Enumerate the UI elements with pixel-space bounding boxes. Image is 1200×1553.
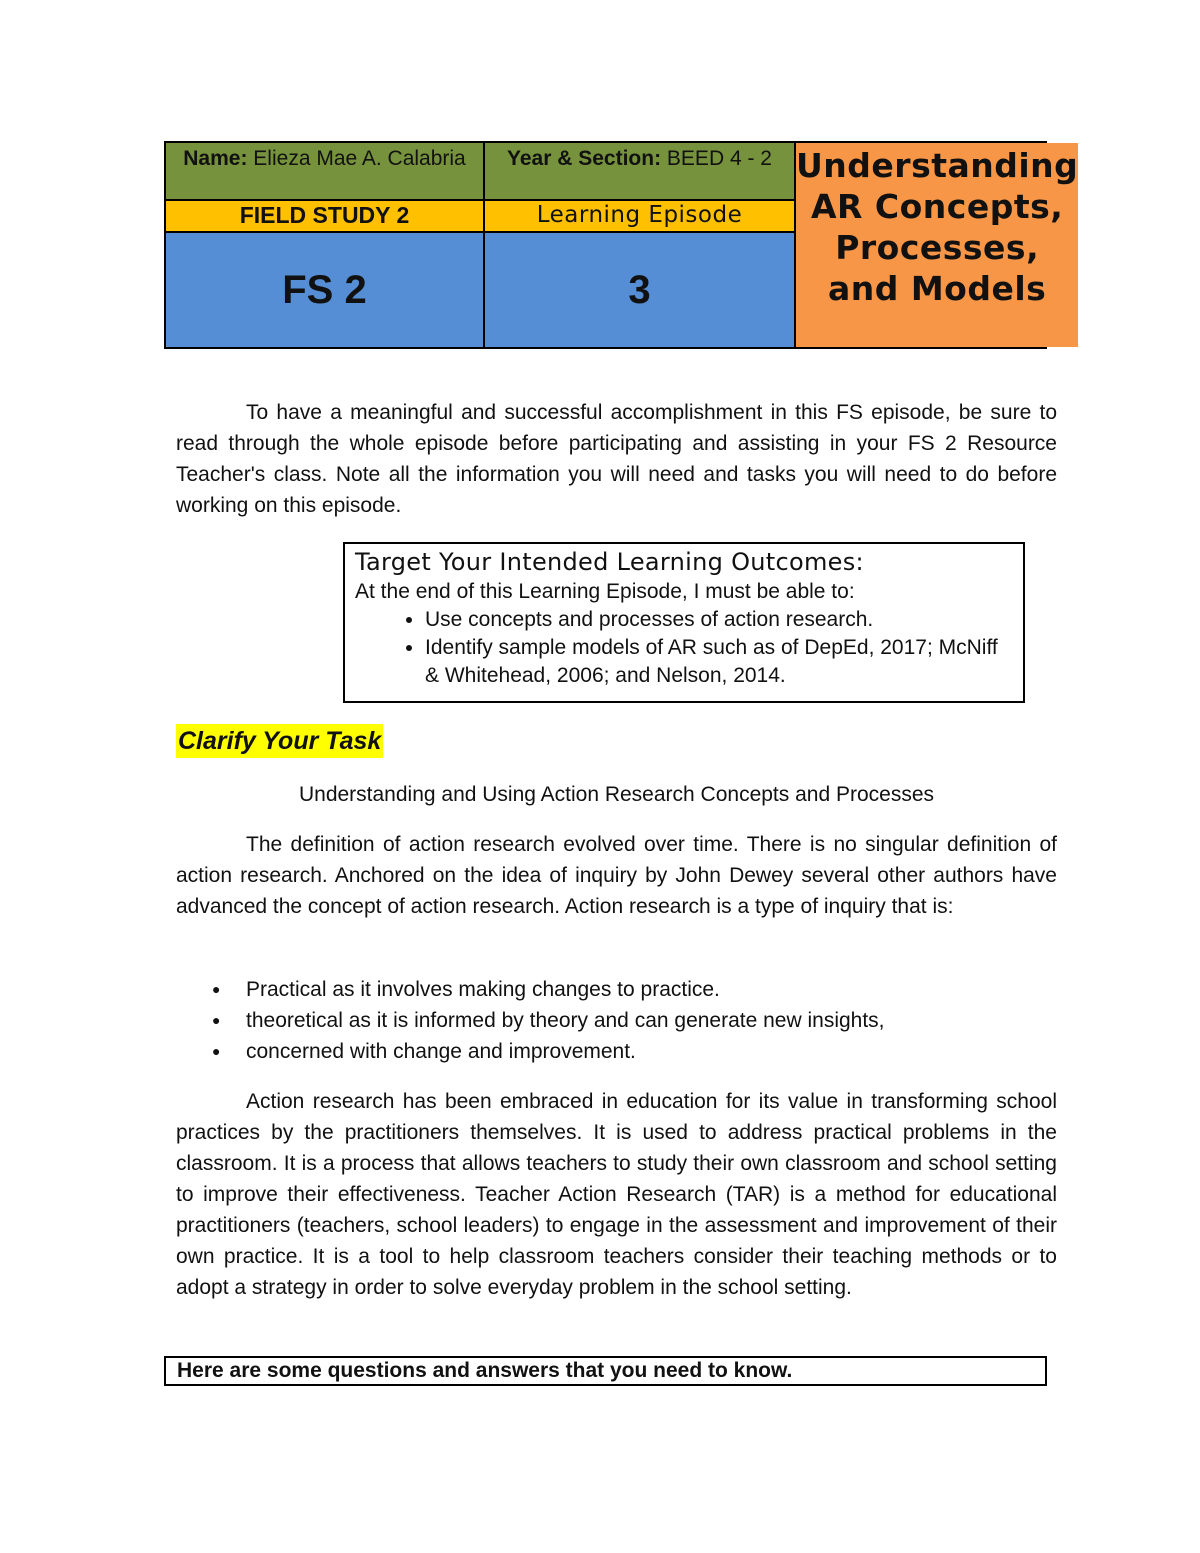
outcome-item: • Identify sample models of AR such as of DepEd, 2017; McNiff & Whitehead, 2006; and Nelson, 2014. bbox=[425, 634, 1013, 690]
outcomes-title: Target Your Intended Learning Outcomes: bbox=[355, 548, 864, 576]
trait-item: ● theoretical as it is informed by theory and can generate new insights, bbox=[176, 1005, 1057, 1036]
definition-paragraph: The definition of action research evolved over time. There is no singular definition of action research. Anchored on the idea of inquiry by John Dewey several other authors have advanced the concept of action research. Action research is a type of inquiry that is: bbox=[176, 833, 1057, 918]
clarify-subheading: Understanding and Using Action Research Concepts and Processes bbox=[298, 783, 935, 806]
episode-number: 3 bbox=[485, 231, 796, 347]
fs-code: FS 2 bbox=[166, 231, 485, 347]
trait-item: ● Practical as it involves making changes to practice. bbox=[176, 974, 1057, 1005]
name-value: Elieza Mae A. Calabria bbox=[253, 147, 466, 170]
intro-paragraph: To have a meaningful and successful accomplishment in this FS episode, be sure to read through the whole episode before participating and assisting in your FS 2 Resource Teacher's class. Note all the information you will need and tasks you will need to do before working on this episode. bbox=[176, 401, 1057, 517]
year-value: BEED 4 - 2 bbox=[666, 147, 772, 170]
outcomes-intro: At the end of this Learning Episode, I must be able to: bbox=[355, 580, 855, 603]
traits-list bbox=[176, 974, 1057, 1067]
outcomes-list bbox=[355, 606, 1013, 690]
field-study-label: FIELD STUDY 2 bbox=[166, 199, 485, 231]
learning-outcomes-box bbox=[343, 542, 1025, 703]
year-label: Year & Section: bbox=[507, 147, 662, 170]
trait-item: ● concerned with change and improvement. bbox=[176, 1036, 1057, 1067]
education-paragraph: Action research has been embraced in education for its value in transforming school practices by the practitioners themselves. It is used to address practical problems in the classroom. It is a process that allows teachers to study their own classroom and school setting to improve their effectiveness. Teacher Action Research (TAR) is a method for educational practitioners (teachers, school leaders) to engage in the assessment and improvement of their own practice. It is a tool to help classroom teachers consider their teaching methods or to adopt a strategy in order to solve everyday problem in the school setting. bbox=[176, 1090, 1057, 1299]
clarify-heading: Clarify Your Task bbox=[176, 724, 383, 758]
questions-banner: Here are some questions and answers that you need to know. bbox=[164, 1356, 1047, 1386]
learning-episode-label: Learning Episode bbox=[485, 199, 796, 231]
episode-title: Understanding AR Concepts, Processes, and Models bbox=[796, 143, 1078, 347]
name-label: Name: bbox=[183, 147, 248, 170]
header-table bbox=[164, 141, 1079, 349]
year-section-cell bbox=[485, 143, 796, 199]
name-cell bbox=[166, 143, 485, 199]
outcome-item: • Use concepts and processes of action research. bbox=[425, 606, 1013, 634]
